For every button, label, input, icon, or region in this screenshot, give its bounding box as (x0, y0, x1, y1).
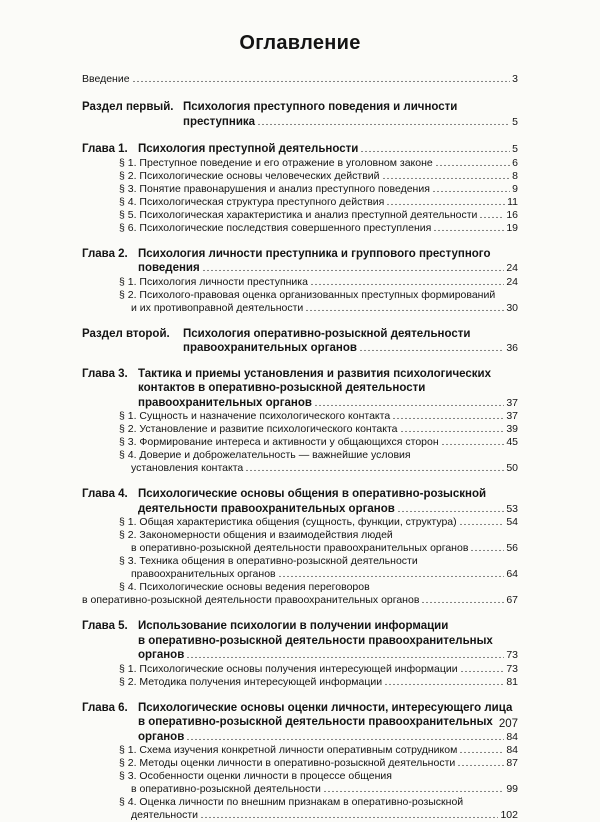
toc-page-number: 24 (506, 276, 518, 289)
toc-section[interactable] (119, 157, 518, 170)
section-title: § 1. Психологические основы получения интересующей информации (119, 663, 458, 676)
toc-part-2[interactable] (82, 327, 518, 356)
chapter-label: Глава 6. (82, 701, 138, 745)
section-title: § 2. Установление и развитие психологического контакта (119, 423, 398, 436)
section-title: § 2. Методы оценки личности в оперативно-розыскной деятельности (119, 757, 455, 770)
page-title: Оглавление (0, 32, 600, 55)
toc-chapter-6[interactable] (82, 701, 518, 822)
toc-page-number: 24 (506, 261, 518, 276)
toc-page-number: 50 (506, 462, 518, 475)
dot-leader (421, 594, 504, 603)
toc-section[interactable] (119, 796, 518, 822)
dot-leader (278, 568, 505, 577)
toc-chapter-2[interactable] (82, 247, 518, 315)
dot-leader (384, 676, 504, 685)
dot-leader (305, 302, 504, 311)
section-title-line: установления контакта (131, 462, 243, 475)
section-title-line: в оперативно-розыскной деятельности правоохранительных органов (131, 542, 468, 555)
section-title: § 1. Преступное поведение и его отражение в уголовном законе (119, 157, 433, 170)
chapter-title-line: Использование психологии в получении информации (138, 619, 518, 634)
chapter-title-line: в оперативно-розыскной деятельности правоохранительных (138, 634, 518, 649)
toc-section[interactable] (119, 770, 518, 796)
toc-page-number: 99 (506, 783, 518, 796)
section-title: § 4. Психологическая структура преступного действия (119, 196, 384, 209)
toc-section[interactable] (119, 449, 518, 475)
part-label: Раздел первый. (82, 100, 183, 129)
toc-entry-intro[interactable] (82, 73, 518, 86)
toc-section[interactable] (119, 555, 518, 581)
toc-section[interactable] (119, 196, 518, 209)
dot-leader (479, 209, 504, 218)
section-title: § 2. Методика получения интересующей информации (119, 676, 382, 689)
section-title-line: § 3. Особенности оценки личности в процессе общения (119, 770, 518, 783)
page-number: 207 (499, 718, 518, 730)
dot-leader (359, 342, 504, 351)
dot-leader (460, 663, 505, 672)
dot-leader (186, 649, 504, 658)
dot-leader (432, 183, 510, 192)
toc-page-number: 84 (506, 730, 518, 745)
chapter-label: Глава 5. (82, 619, 138, 663)
dot-leader (382, 170, 511, 179)
chapter-title-line: правоохранительных органов (138, 396, 312, 411)
toc-page-number: 37 (506, 396, 518, 411)
toc-chapter-4[interactable] (82, 487, 518, 607)
dot-leader (397, 503, 504, 512)
toc-page-number: 84 (506, 744, 518, 757)
toc-page-number: 87 (506, 757, 518, 770)
toc-section[interactable] (119, 209, 518, 222)
toc-page-number: 19 (506, 222, 518, 235)
toc-page-number: 11 (507, 196, 518, 209)
section-title-line: § 3. Техника общения в оперативно-розыскной деятельности (119, 555, 518, 568)
toc-page-number: 16 (506, 209, 518, 222)
dot-leader (392, 410, 504, 419)
toc-chapter-1[interactable] (82, 142, 518, 235)
dot-leader (400, 423, 505, 432)
chapter-title-line: в оперативно-розыскной деятельности правоохранительных (138, 715, 518, 730)
toc-page-number: 5 (512, 142, 518, 157)
toc-section[interactable] (119, 289, 518, 315)
dot-leader (200, 809, 498, 818)
dot-leader (132, 73, 511, 82)
chapter-title-line: Тактика и приемы установления и развития психологических (138, 367, 518, 382)
table-of-contents (82, 70, 518, 822)
toc-chapter-5[interactable] (82, 619, 518, 689)
dot-leader (202, 262, 505, 271)
toc-page-number: 6 (512, 157, 518, 170)
chapter-label: Глава 1. (82, 142, 138, 157)
toc-page-number: 54 (506, 516, 518, 529)
section-title-line: § 2. Закономерности общения и взаимодействия людей (119, 529, 518, 542)
toc-chapter-3[interactable] (82, 367, 518, 476)
toc-page-number: 73 (506, 663, 518, 676)
part-title-line: правоохранительных органов (183, 341, 357, 356)
section-title-line: § 4. Оценка личности по внешним признакам в оперативно-розыскной (119, 796, 518, 809)
dot-leader (360, 143, 510, 152)
toc-section[interactable] (119, 436, 518, 449)
toc-page-number: 30 (506, 302, 518, 315)
chapter-title-line: Психологические основы оценки личности, интересующего лица (138, 701, 518, 716)
toc-section[interactable] (119, 757, 518, 770)
dot-leader (386, 196, 505, 205)
part-title-line: преступника (183, 115, 255, 130)
section-title-line: § 2. Психолого-правовая оценка организованных преступных формирований (119, 289, 518, 302)
chapter-title-line: поведения (138, 261, 200, 276)
chapter-title-line: контактов в оперативно-розыскной деятельности (138, 381, 518, 396)
dot-leader (245, 462, 504, 471)
toc-page-number: 5 (512, 115, 518, 130)
section-title: § 3. Понятие правонарушения и анализ преступного поведения (119, 183, 430, 196)
toc-page-number: 56 (506, 542, 518, 555)
part-title-line: Психология преступного поведения и личности (183, 100, 518, 115)
section-title-line: и их противоправной деятельности (131, 302, 303, 315)
section-title-line: в оперативно-розыскной деятельности правоохранительных органов (82, 594, 419, 607)
section-title: § 1. Общая характеристика общения (сущность, функции, структура) (119, 516, 457, 529)
toc-page-number: 36 (506, 341, 518, 356)
section-title-line: § 4. Доверие и доброжелательность — важнейшие условия (119, 449, 518, 462)
dot-leader (310, 276, 504, 285)
dot-leader (441, 436, 505, 445)
toc-entry-label: Введение (82, 73, 130, 86)
toc-section[interactable] (119, 276, 518, 289)
toc-section[interactable] (119, 183, 518, 196)
section-title-line: деятельности (131, 809, 198, 822)
chapter-label: Глава 3. (82, 367, 138, 411)
toc-section[interactable] (119, 663, 518, 676)
chapter-label: Глава 4. (82, 487, 138, 516)
dot-leader (433, 222, 504, 231)
dot-leader (470, 542, 504, 551)
chapter-title: Психология преступной деятельности (138, 142, 358, 157)
section-title: § 1. Схема изучения конкретной личности оперативным сотрудником (119, 744, 457, 757)
dot-leader (459, 744, 504, 753)
dot-leader (435, 157, 510, 166)
toc-page-number: 9 (512, 183, 518, 196)
dot-leader (314, 397, 504, 406)
section-title: § 1. Психология личности преступника (119, 276, 308, 289)
toc-page-number: 37 (506, 410, 518, 423)
toc-page-number: 45 (506, 436, 518, 449)
dot-leader (459, 516, 505, 525)
toc-section[interactable] (119, 744, 518, 757)
section-title-line: в оперативно-розыскной деятельности (131, 783, 321, 796)
part-title-line: Психология оперативно-розыскной деятельности (183, 327, 518, 342)
toc-section[interactable] (119, 581, 518, 607)
section-title: § 5. Психологическая характеристика и анализ преступной деятельности (119, 209, 477, 222)
dot-leader (457, 757, 504, 766)
toc-section[interactable] (119, 222, 518, 235)
toc-section[interactable] (119, 423, 518, 436)
toc-page-number: 8 (512, 170, 518, 183)
toc-section[interactable] (119, 410, 518, 423)
section-title: § 2. Психологические основы человеческих действий (119, 170, 380, 183)
section-title-line: правоохранительных органов (131, 568, 276, 581)
toc-section[interactable] (119, 529, 518, 555)
toc-part-1[interactable] (82, 100, 518, 129)
section-title: § 3. Формирование интереса и активности у общающихся сторон (119, 436, 439, 449)
toc-page-number: 102 (500, 809, 518, 822)
dot-leader (257, 116, 510, 125)
toc-page-number: 64 (506, 568, 518, 581)
toc-page-number: 81 (506, 676, 518, 689)
toc-page-number: 39 (506, 423, 518, 436)
part-label: Раздел второй. (82, 327, 183, 356)
toc-section[interactable] (119, 516, 518, 529)
chapter-title-line: органов (138, 648, 184, 663)
toc-page-number: 53 (506, 502, 518, 517)
toc-page-number: 3 (512, 73, 518, 86)
chapter-title-line: Психологические основы общения в оперативно-розыскной (138, 487, 518, 502)
toc-section[interactable] (119, 676, 518, 689)
section-title: § 1. Сущность и назначение психологического контакта (119, 410, 390, 423)
chapter-label: Глава 2. (82, 247, 138, 276)
chapter-title-line: Психология личности преступника и группового преступного (138, 247, 518, 262)
toc-page-number: 67 (506, 594, 518, 607)
dot-leader (186, 731, 504, 740)
section-title-line: § 4. Психологические основы ведения переговоров (119, 581, 518, 594)
section-title: § 6. Психологические последствия совершенного преступления (119, 222, 431, 235)
toc-page-number: 73 (506, 648, 518, 663)
toc-section[interactable] (119, 170, 518, 183)
chapter-title-line: деятельности правоохранительных органов (138, 502, 395, 517)
chapter-title-line: органов (138, 730, 184, 745)
dot-leader (323, 783, 504, 792)
